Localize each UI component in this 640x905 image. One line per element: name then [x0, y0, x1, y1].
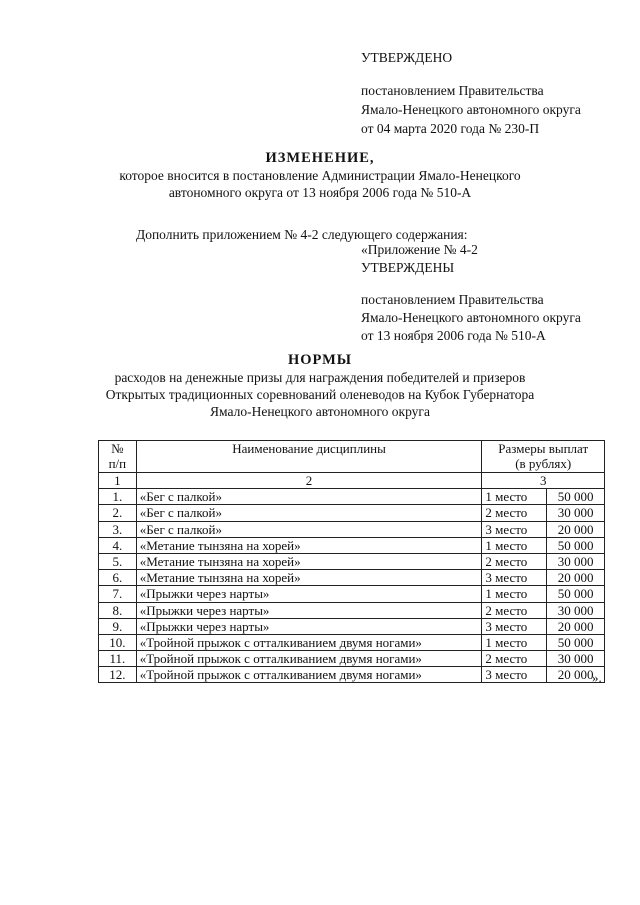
header-amount-line-2: (в рублях): [515, 456, 572, 471]
row-num: 11.: [99, 651, 137, 667]
approval-line-3: от 04 марта 2020 года № 230-П: [361, 121, 540, 136]
row-amount: 50 000: [547, 537, 605, 553]
row-num: 10.: [99, 634, 137, 650]
row-place: 1 место: [482, 537, 547, 553]
row-place: 2 место: [482, 602, 547, 618]
row-amount: 20 000: [547, 521, 605, 537]
row-discipline: «Прыжки через нарты»: [136, 618, 482, 634]
table-row: [99, 618, 605, 634]
approval-heading: УТВЕРЖДЕНО: [361, 50, 453, 65]
row-num: 7.: [99, 586, 137, 602]
appendix-label: «Приложение № 4-2: [361, 242, 478, 257]
row-amount: 30 000: [547, 505, 605, 521]
norms-line-3: Ямало-Ненецкого автономного округа: [210, 404, 430, 419]
row-discipline: «Прыжки через нарты»: [136, 602, 482, 618]
closing-mark: ».: [592, 670, 602, 685]
row-discipline: «Прыжки через нарты»: [136, 586, 482, 602]
row-place: 1 место: [482, 586, 547, 602]
row-place: 2 место: [482, 553, 547, 569]
approval-block: [361, 48, 581, 138]
row-discipline: «Тройной прыжок с отталкиванием двумя ногами»: [136, 634, 482, 650]
appendix-line-3: от 13 ноября 2006 года № 510-А: [361, 328, 546, 343]
table-header-row: [99, 441, 605, 473]
norms-title: НОРМЫ: [287, 352, 353, 368]
header-amount-line-1: Размеры выплат: [498, 441, 589, 456]
header-num-line-2: п/п: [108, 456, 127, 471]
row-place: 3 место: [482, 521, 547, 537]
row-discipline: «Тройной прыжок с отталкиванием двумя ногами»: [136, 667, 482, 683]
appendix-line-2: Ямало-Ненецкого автономного округа: [361, 310, 581, 325]
table-row: [99, 586, 605, 602]
row-amount: 20 000: [547, 667, 605, 683]
row-discipline: «Тройной прыжок с отталкиванием двумя ногами»: [136, 651, 482, 667]
row-place: 1 место: [482, 489, 547, 505]
row-num: 8.: [99, 602, 137, 618]
row-place: 1 место: [482, 634, 547, 650]
header-num-line-1: №: [111, 441, 124, 456]
table-row: [99, 570, 605, 586]
approval-line-1: постановлением Правительства: [361, 83, 544, 98]
colnum-1: 1: [99, 473, 137, 489]
row-num: 12.: [99, 667, 137, 683]
appendix-heading: УТВЕРЖДЕНЫ: [361, 260, 455, 275]
header-num: [99, 441, 137, 473]
row-amount: 30 000: [547, 602, 605, 618]
row-num: 5.: [99, 553, 137, 569]
table-row: [99, 667, 605, 683]
row-place: 2 место: [482, 505, 547, 521]
row-num: 4.: [99, 537, 137, 553]
row-place: 3 место: [482, 667, 547, 683]
change-block: [0, 150, 640, 201]
row-amount: 30 000: [547, 553, 605, 569]
table-row: [99, 553, 605, 569]
table-row: [99, 602, 605, 618]
appendix-line-1: постановлением Правительства: [361, 292, 544, 307]
table-row: [99, 521, 605, 537]
row-discipline: «Метание тынзяна на хорей»: [136, 553, 482, 569]
table-row: [99, 489, 605, 505]
table-colnum-row: [99, 473, 605, 489]
row-amount: 20 000: [547, 570, 605, 586]
row-amount: 50 000: [547, 489, 605, 505]
row-place: 2 место: [482, 651, 547, 667]
colnum-3: 3: [482, 473, 605, 489]
row-amount: 50 000: [547, 586, 605, 602]
row-num: 9.: [99, 618, 137, 634]
table-row: [99, 651, 605, 667]
table-row: [99, 505, 605, 521]
norms-line-1: расходов на денежные призы для награждения победителей и призеров: [114, 370, 526, 385]
row-amount: 20 000: [547, 618, 605, 634]
change-title: ИЗМЕНЕНИЕ,: [265, 150, 375, 166]
norms-table: [98, 440, 605, 683]
change-line-1: которое вносится в постановление Администрации Ямало-Ненецкого: [119, 168, 521, 183]
row-place: 3 место: [482, 570, 547, 586]
approval-line-2: Ямало-Ненецкого автономного округа: [361, 102, 581, 117]
row-discipline: «Бег с палкой»: [136, 521, 482, 537]
row-amount: 30 000: [547, 651, 605, 667]
supplement-text: Дополнить приложением № 4-2 следующего содержания:: [136, 227, 468, 242]
row-place: 3 место: [482, 618, 547, 634]
header-name: Наименование дисциплины: [136, 441, 482, 473]
row-discipline: «Метание тынзяна на хорей»: [136, 570, 482, 586]
change-line-2: автономного округа от 13 ноября 2006 года № 510-А: [168, 185, 472, 200]
row-amount: 50 000: [547, 634, 605, 650]
row-num: 6.: [99, 570, 137, 586]
row-discipline: «Бег с палкой»: [136, 505, 482, 521]
row-num: 3.: [99, 521, 137, 537]
colnum-2: 2: [136, 473, 482, 489]
row-discipline: «Метание тынзяна на хорей»: [136, 537, 482, 553]
row-num: 2.: [99, 505, 137, 521]
norms-block: [0, 352, 640, 420]
table-row: [99, 634, 605, 650]
row-discipline: «Бег с палкой»: [136, 489, 482, 505]
table-row: [99, 537, 605, 553]
appendix-block: [361, 241, 581, 345]
row-num: 1.: [99, 489, 137, 505]
norms-line-2: Открытых традиционных соревнований оленеводов на Кубок Губернатора: [105, 387, 535, 402]
header-amount: [482, 441, 605, 473]
